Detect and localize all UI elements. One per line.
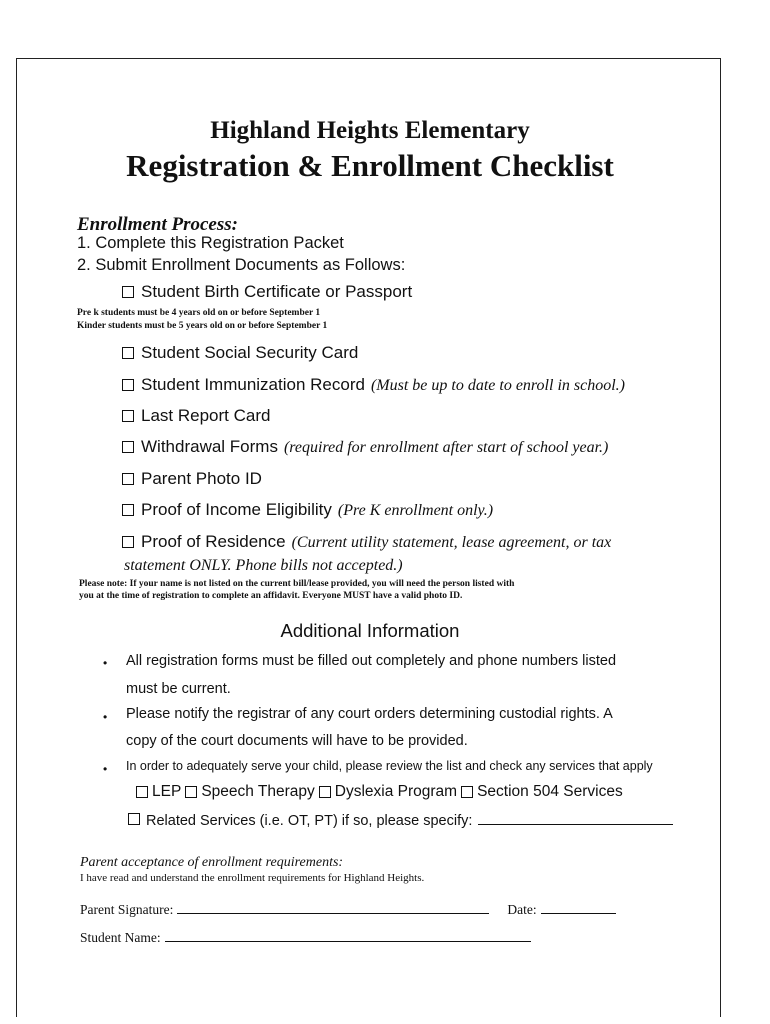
checklist-note: (Current utility statement, lease agreement, or tax	[291, 534, 612, 551]
related-services-label: Related Services (i.e. OT, PT) if so, please specify:	[146, 813, 473, 829]
step-2: 2. Submit Enrollment Documents as Follows:	[77, 256, 406, 274]
related-services-field[interactable]	[478, 823, 673, 825]
please-note-line-2: you at the time of registration to complete an affidavit. Everyone MUST have a valid photo ID.	[79, 591, 463, 601]
checkbox-icon[interactable]	[461, 786, 473, 798]
checklist-item-social-security[interactable]	[122, 343, 358, 363]
bullet-icon: •	[103, 762, 108, 776]
checkbox-icon[interactable]	[319, 786, 331, 798]
checklist-item-proof-of-residence[interactable]	[122, 532, 611, 552]
checkbox-icon[interactable]	[122, 536, 134, 548]
related-services-row	[128, 813, 673, 829]
service-dyslexia-program: Dyslexia Program	[334, 783, 458, 800]
checkbox-icon[interactable]	[122, 441, 134, 453]
date-field[interactable]	[541, 912, 616, 914]
checkbox-icon[interactable]	[122, 473, 134, 485]
checklist-label: Proof of Income Eligibility	[141, 500, 332, 519]
checklist-label: Withdrawal Forms	[141, 437, 278, 456]
checkbox-icon[interactable]	[122, 504, 134, 516]
parent-signature-field[interactable]	[177, 912, 489, 914]
date-label: Date:	[507, 902, 537, 917]
service-lep: LEP	[152, 783, 182, 800]
checkbox-icon[interactable]	[122, 286, 134, 298]
residence-note-continued: statement ONLY. Phone bills not accepted.)	[124, 557, 403, 574]
checkbox-icon[interactable]	[122, 379, 134, 391]
checklist-item-income-eligibility[interactable]	[122, 500, 493, 520]
checklist-label: Student Birth Certificate or Passport	[141, 282, 413, 301]
checklist-item-birth-certificate[interactable]	[122, 282, 412, 302]
bullet-1-line-2: must be current.	[126, 681, 231, 697]
age-note-kinder: Kinder students must be 5 years old on or before September 1	[77, 321, 328, 331]
checklist-label: Parent Photo ID	[141, 469, 262, 488]
checkbox-icon[interactable]	[136, 786, 148, 798]
checklist-item-withdrawal-forms[interactable]	[122, 437, 608, 457]
school-name: Highland Heights Elementary	[210, 117, 530, 144]
parent-signature-label: Parent Signature:	[80, 902, 174, 917]
bullet-2-line-1: Please notify the registrar of any court orders determining custodial rights. A	[126, 706, 613, 722]
checkbox-icon[interactable]	[122, 410, 134, 422]
age-note-prek: Pre k students must be 4 years old on or before September 1	[77, 308, 321, 318]
acceptance-text: I have read and understand the enrollment requirements for Highland Heights.	[80, 872, 425, 884]
checklist-note: (Pre K enrollment only.)	[337, 502, 494, 519]
checklist-item-parent-photo-id[interactable]	[122, 469, 262, 489]
services-row	[136, 783, 627, 801]
bullet-icon: •	[103, 656, 108, 670]
acceptance-heading: Parent acceptance of enrollment requirements:	[80, 855, 344, 870]
student-name-field[interactable]	[165, 940, 531, 942]
bullet-1-line-1: All registration forms must be filled out completely and phone numbers listed	[126, 653, 617, 669]
checklist-label: Student Social Security Card	[141, 343, 359, 362]
service-speech-therapy: Speech Therapy	[201, 783, 315, 800]
checkbox-icon[interactable]	[185, 786, 197, 798]
step-1: 1. Complete this Registration Packet	[77, 234, 344, 252]
checklist-note: (Must be up to date to enroll in school.)	[370, 377, 625, 394]
student-name-row	[80, 930, 531, 946]
enrollment-process-heading: Enrollment Process:	[77, 214, 238, 235]
checklist-item-immunization[interactable]	[122, 375, 625, 395]
bullet-2-line-2: copy of the court documents will have to be provided.	[126, 733, 468, 749]
checklist-label: Student Immunization Record	[141, 375, 365, 394]
bullet-3-line-1: In order to adequately serve your child, please review the list and check any services that apply	[126, 759, 653, 773]
checklist-label: Last Report Card	[141, 406, 271, 425]
please-note-line-1: Please note: If your name is not listed on the current bill/lease provided, you will need the person listed with	[79, 579, 515, 589]
checkbox-icon[interactable]	[122, 347, 134, 359]
additional-info-heading: Additional Information	[280, 620, 460, 641]
checklist-item-report-card[interactable]	[122, 406, 270, 426]
checklist-note: (required for enrollment after start of school year.)	[283, 439, 609, 456]
bullet-icon: •	[103, 710, 108, 724]
checkbox-icon[interactable]	[128, 813, 140, 825]
page-title: Registration & Enrollment Checklist	[126, 148, 614, 183]
checklist-label: Proof of Residence	[141, 532, 286, 551]
service-section-504: Section 504 Services	[477, 783, 623, 800]
student-name-label: Student Name:	[80, 930, 161, 945]
signature-row	[80, 902, 616, 918]
